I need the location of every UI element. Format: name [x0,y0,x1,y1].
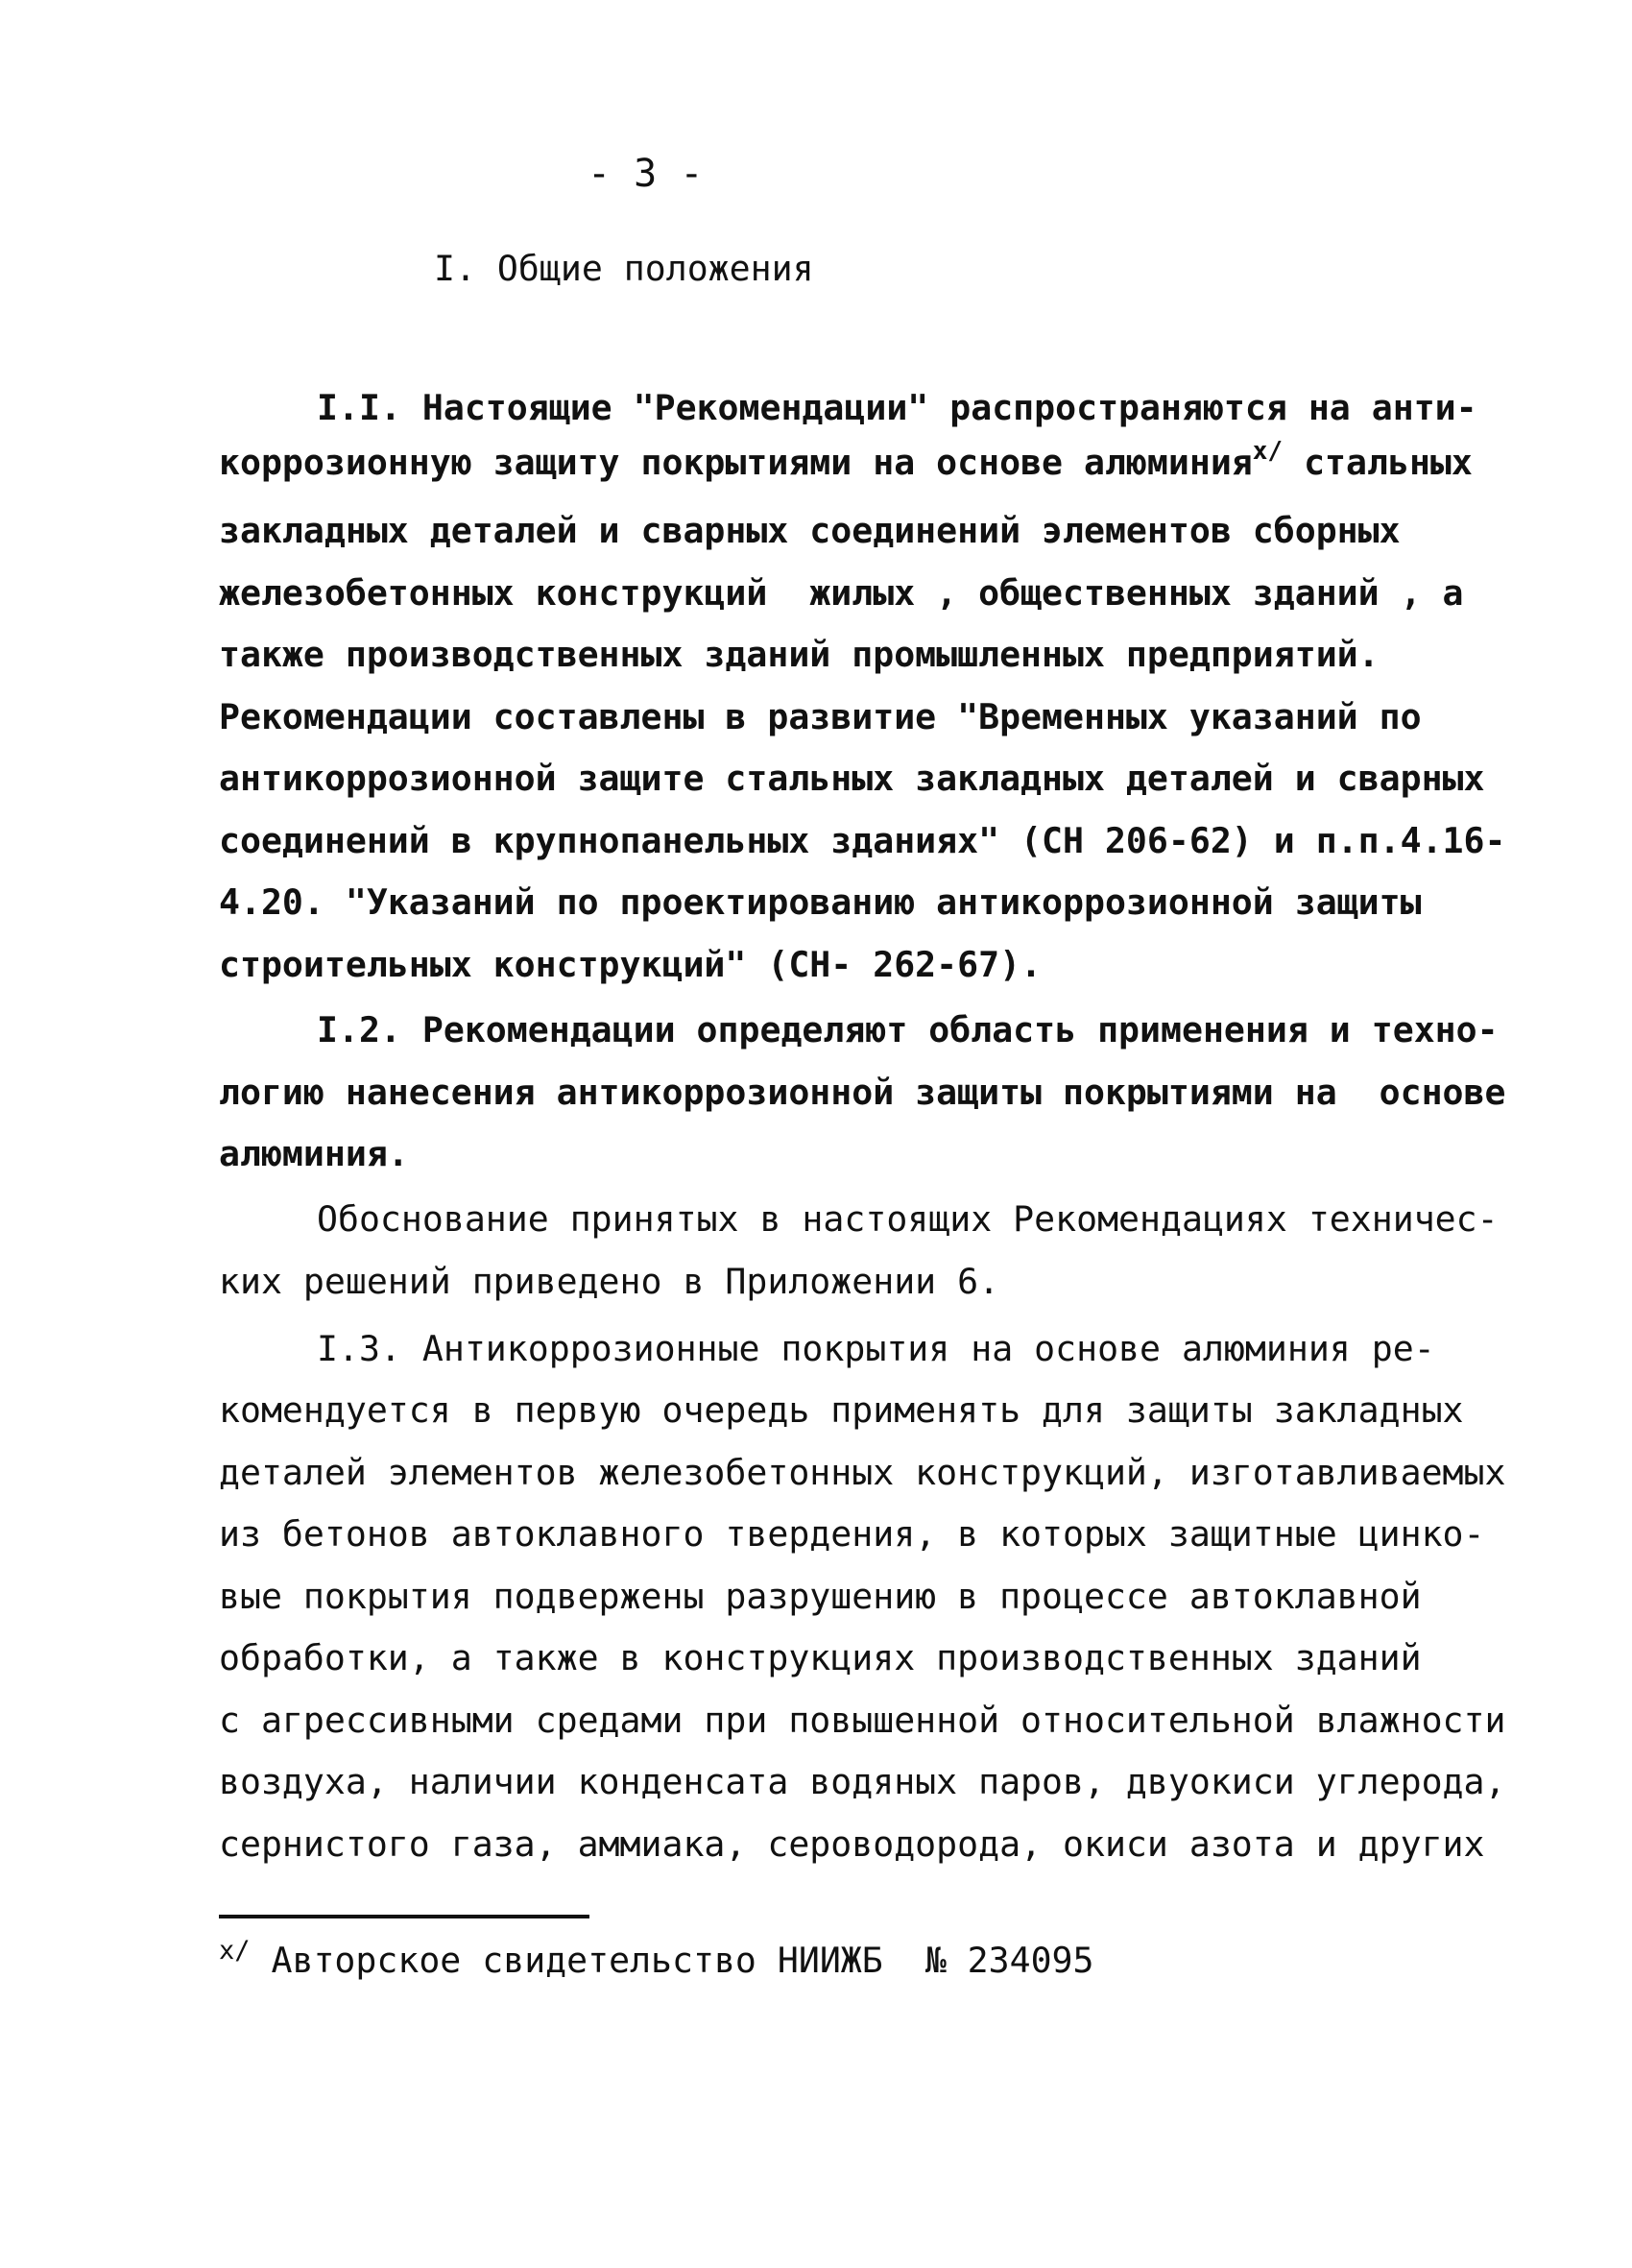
text-line: I.3. Антикоррозионные покрытия на основе алюминия ре- [317,1328,1435,1369]
text-line: Рекомендации составлены в развитие "Временных указаний по [219,696,1422,737]
footnote [219,1937,1094,1989]
footnote-text: Авторское свидетельство НИИЖБ № 234095 [250,1940,1094,1981]
text-line-part: стальных [1283,442,1473,483]
footnote-reference: x/ [1252,437,1284,466]
text-line: также производственных зданий промышленных предприятий. [219,634,1380,675]
text-line: антикоррозионной защите стальных закладных деталей и сварных [219,758,1485,799]
text-line: закладных деталей и сварных соединений элементов сборных [219,510,1401,551]
text-line: воздуха, наличии конденсата водяных паров, двуокиси углерода, [219,1761,1506,1802]
text-line [219,439,1473,491]
text-line: вые покрытия подвержены разрушению в процессе автоклавной [219,1576,1422,1617]
text-line: алюминия. [219,1133,409,1174]
text-line: деталей элементов железобетонных конструкций, изготавливаемых [219,1452,1506,1493]
text-line: логию нанесения антикоррозионной защиты покрытиями на основе [219,1072,1506,1113]
text-line: соединений в крупнопанельных зданиях" (СН 206-62) и п.п.4.16- [219,820,1506,861]
text-line: ких решений приведено в Приложении 6. [219,1261,1000,1302]
text-line: сернистого газа, аммиака, сероводорода, окиси азота и других [219,1823,1485,1865]
text-line: строительных конструкций" (СН- 262-67). [219,944,1043,985]
footnote-divider [219,1915,589,1918]
text-line: железобетонных конструкций жилых , общественных зданий , а [219,572,1464,614]
text-line: с агрессивными средами при повышенной относительной влажности [219,1700,1506,1741]
text-line: Обоснование принятых в настоящих Рекомендациях техничес- [317,1198,1499,1240]
text-line-part: коррозионную защиту покрытиями на основе алюминия [219,442,1253,483]
text-line: комендуется в первую очередь применять для защиты закладных [219,1389,1464,1431]
text-line: 4.20. "Указаний по проектированию антикоррозионной защиты [219,881,1422,923]
text-line: из бетонов автоклавного твердения, в которых защитные цинко- [219,1513,1485,1555]
footnote-mark: x/ [219,1936,251,1966]
text-line: обработки, а также в конструкциях производственных зданий [219,1637,1422,1678]
text-line: I.I. Настоящие "Рекомендации" распространяются на анти- [317,387,1477,428]
text-line: I.2. Рекомендации определяют область применения и техно- [317,1009,1499,1050]
page-number: - 3 - [588,152,704,196]
section-title: I. Общие положения [434,248,814,289]
